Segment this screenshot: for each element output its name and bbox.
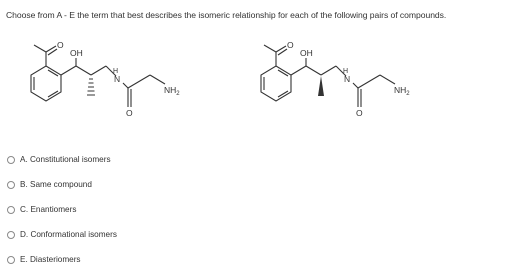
option-b-label: B. Same compound [20,180,92,189]
option-c-label: C. Enantiomers [20,205,77,214]
nh-n-label: N [114,74,121,84]
radio-a[interactable] [7,156,15,164]
radio-e[interactable] [7,256,15,264]
nh2-label: $NH_2$ [164,85,180,97]
radio-c[interactable] [7,206,15,214]
option-a-label: A. Constitutional isomers [20,155,111,164]
option-e[interactable] [7,247,117,272]
nh2-label: $NH_2$ [394,85,410,97]
nh-h-label: H [343,68,349,75]
option-d[interactable] [7,222,117,247]
ketone-o-label: O [57,40,64,50]
ketone-o-label: O [287,40,294,50]
option-c[interactable] [7,197,117,222]
nh-h-label: H [113,68,119,75]
nh-n-label: N [344,74,351,84]
amide-o-label: O [356,108,363,118]
oh-label: OH [70,48,83,58]
structures-area [0,36,528,146]
amide-o-label: O [126,108,133,118]
molecule-pair [0,36,528,146]
radio-d[interactable] [7,231,15,239]
radio-b[interactable] [7,181,15,189]
option-d-label: D. Conformational isomers [20,230,117,239]
oh-label: OH [300,48,313,58]
option-b[interactable] [7,172,117,197]
molecule-right [261,40,410,118]
option-a[interactable] [7,147,117,172]
question-text: Choose from A - E the term that best describes the isomeric relationship for each of the following pairs of compounds. [6,10,447,20]
molecule-left [31,40,180,118]
option-e-label: E. Diasteriomers [20,255,81,264]
answer-options [7,147,117,272]
